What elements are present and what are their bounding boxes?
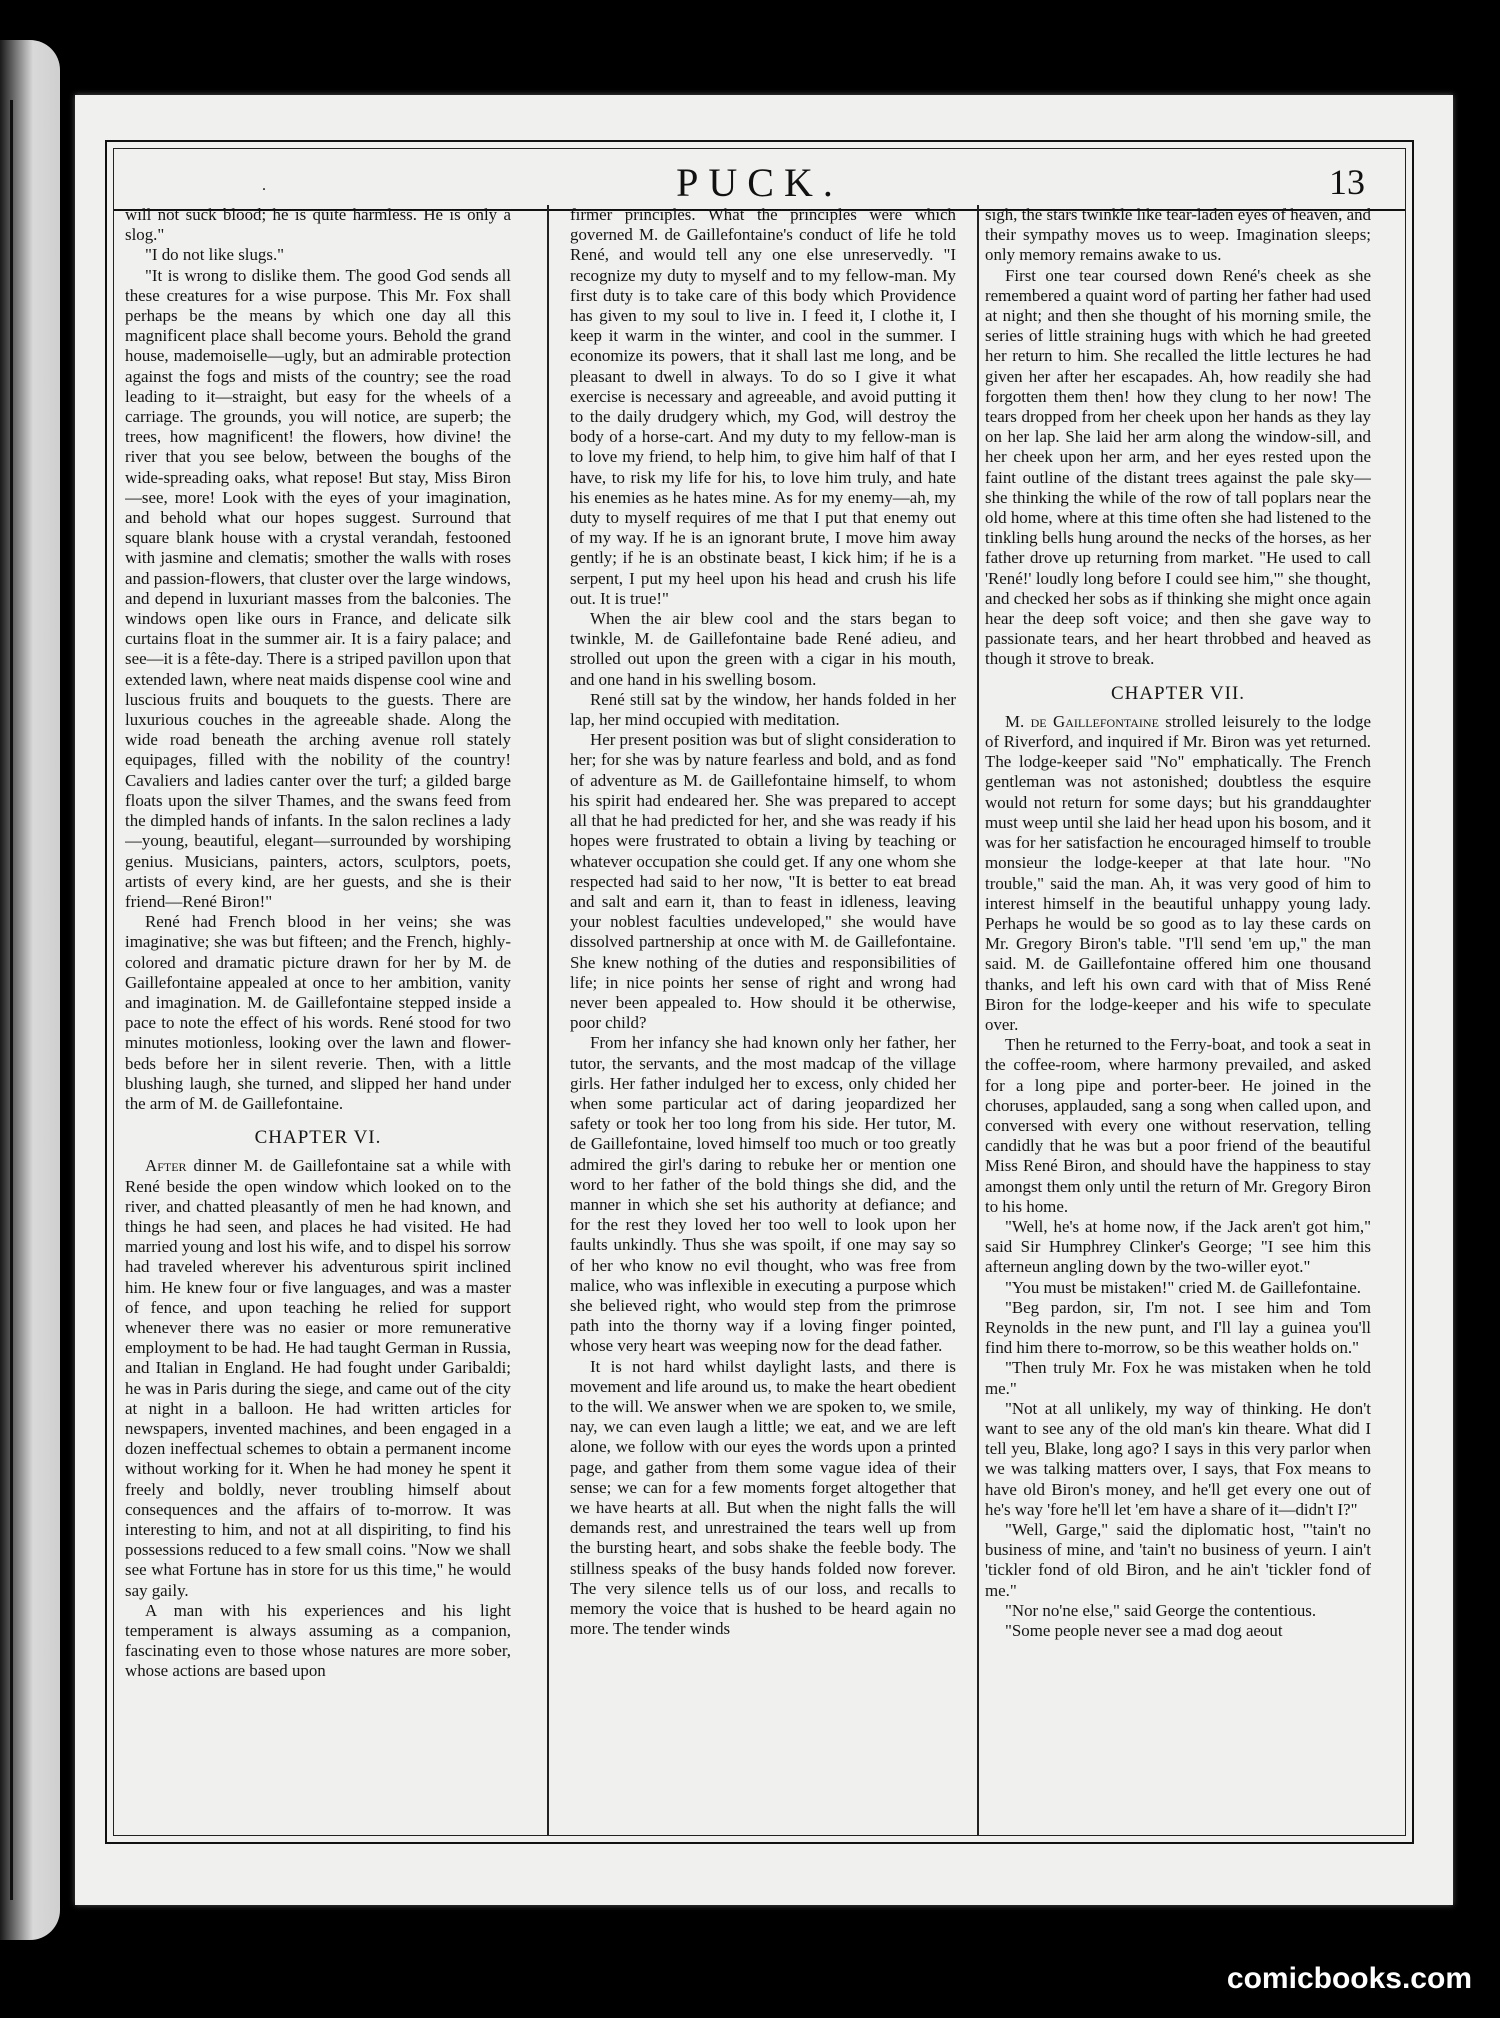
paragraph: René had French blood in her veins; she was imaginative; she was but fifteen; and the French, highly-colored and dramatic picture drawn for her by M. de Gaillefontaine appealed at once to her ambition, vanity and imagination. M. de Gaillefontaine stepped inside a pace to note the effect of his words. René stood for two minutes motionless, looking over the lawn and flower-beds before her in silent reverie. Then, with a little blushing laugh, she turned, and slipped her hand under the arm of M. de Gaillefontaine. bbox=[125, 912, 511, 1113]
paragraph: "Well, Garge," said the diplomatic host, "'tain't no business of mine, and 'tain't no business of yeurn. I ain't 'tickler fond of old Biron, and he ain't 'tickler fond of me." bbox=[985, 1520, 1371, 1600]
column-3 bbox=[985, 205, 1371, 1875]
paragraph: When the air blew cool and the stars began to twinkle, M. de Gaillefontaine bade René adieu, and strolled out upon the green with a cigar in his mouth, and one hand in his swelling bosom. bbox=[570, 609, 956, 689]
masthead-dot: . bbox=[262, 177, 266, 194]
lead-word: M. de Gaillefontaine bbox=[1005, 711, 1159, 731]
paragraph: Her present position was but of slight consideration to her; for she was by nature fearless and bold, and as fond of adventure as M. de Gaillefontaine himself, to whom his spirit had endeared her. She was prepared to accept all that he had predicted for her, and she was ready if his hopes were frustrated to obtain a living by teaching or whatever occupation she could get. If any one whom she respected had said to her now, "It is better to eat bread and salt and earn it, than to feast in idleness, leaving your noblest faculties undeveloped," she would have dissolved partnership at once with M. de Gaillefontaine. She knew nothing of the duties and responsibilities of life; in nice points her sense of right and wrong had never been appealed to. How should it be otherwise, poor child? bbox=[570, 730, 956, 1033]
paragraph: "Well, he's at home now, if the Jack aren't got him," said Sir Humphrey Clinker's George; "I see him this afterneun angling down by the two-willer eyot." bbox=[985, 1216, 1371, 1277]
paragraph: sigh, the stars twinkle like tear-laden eyes of heaven, and their sympathy moves us to weep. Imagination sleeps; only memory remains awake to us. bbox=[985, 205, 1371, 265]
column-1 bbox=[125, 205, 511, 1875]
paragraph: From her infancy she had known only her father, her tutor, the servants, and the most madcap of the village girls. Her father indulged her to excess, only chided her when some particular act of daring jeopardized her safety or took her too long from his side. Her tutor, M. de Gaillefontaine, loved himself too much or too greatly admired the girl's daring to rebuke her or mention one word to her father of the bold things she did, and the manner in which she set his authority at defiance; and for the rest they loved her too well to look upon her faults unkindly. Thus she was spoilt, if one may say so of her who know no evil thought, who was free from malice, who was inflexible in executing a purpose which she believed right, who would step from the primrose path into the thorny way if a loving finger pointed, whose very heart was weeping now for the dead father. bbox=[570, 1033, 956, 1356]
paragraph: It is not hard whilst daylight lasts, and there is movement and life around us, to make the heart obedient to the will. We answer when we are spoken to, we smile, nay, we can even laugh a little; we eat, and we are left alone, we follow with our eyes the words upon a printed page, and gather from them some vague idea of their sense; we can for a few moments forget altogether that we have hearts at all. But when the night falls the will demands rest, and unrestrained the tears well up from the bursting heart, and sobs shake the feeble body. The stillness speaks of the busy hands folded now forever. The very silence tells us of our loss, and recalls to memory the voice that is hushed to be heard again no more. The tender winds bbox=[570, 1356, 956, 1639]
paragraph: A man with his experiences and his light temperament is always assuming as a companion, fascinating even to those whose natures are more sober, whose actions are based upon bbox=[125, 1600, 511, 1681]
page-number: 13 bbox=[1329, 162, 1365, 202]
magazine-page bbox=[75, 95, 1453, 1905]
paragraph: "Nor no'ne else," said George the contentious. bbox=[1005, 1600, 1317, 1620]
text-columns bbox=[115, 205, 1405, 1875]
paragraph: "I do not like slugs." bbox=[145, 245, 285, 265]
paragraph: M. de Gaillefontaine strolled leisurely to the lodge of Riverford, and inquired if Mr. Biron was yet returned. The lodge-keeper said "No" emphatically. The French gentleman was not astonished; doubtless the esquire would not return for some days; but his granddaughter must weep until she laid her head upon his bosom, and it was for her satisfaction he encouraged himself to trouble monsieur the lodge-keeper at that late hour. "No trouble," said the man. Ah, it was very good of him to interest himself in the beautiful unhappy young lady. Perhaps he would be so good as to lay these cards on Mr. Gregory Biron's table. "I'll send 'em up," the man said. M. de Gaillefontaine offered him one thousand thanks, and left his own card with that of Miss René Biron for the lodge-keeper and his wife to speculate over. bbox=[985, 711, 1371, 1034]
masthead-title: PUCK. bbox=[676, 160, 843, 205]
paragraph: First one tear coursed down René's cheek as she remembered a quaint word of parting her father had used at night; and then she thought of his morning smile, the series of little straining hugs with which he had greeted her return to him. She recalled the little lectures he had given her after her escapades. Ah, how readily she had forgotten them then! how they clung to her now! The tears dropped from her cheek upon her hands as they lay on her lap. She laid her arm along the window-sill, and her cheek upon her arm, and her eyes rested upon the faint outline of the distant trees against the pale sky—she thinking the while of the row of tall poplars near the old home, where at this time often she had listened to the tinkling bells hung around the necks of the horses, as her father drove up returning from market. "He used to call 'René!' loudly long before I could see him,'" she thought, and checked her sobs as if thinking she might once again hear the deep soft voice; and then she gave way to passionate tears, and her heart throbbed and heaved as though it strove to break. bbox=[985, 265, 1371, 669]
chapter-heading: CHAPTER VI. bbox=[254, 1127, 382, 1149]
paragraph: firmer principles. What the principles were which governed M. de Gaillefontaine's conduct of life he told René, and would tell any one else unreservedly. "I recognize my duty to myself and to my fellow-man. My first duty is to take care of this body which Providence has given to my soul to live in. I feed it, I clothe it, I keep it warm in the winter, and cool in the summer. I economize its powers, that it shall last me long, and be pleasant to dwell in always. To do so I give it what exercise is necessary and agreeable, and avoid putting it to the daily drudgery which, my God, will destroy the body of a horse-cart. And my duty to my fellow-man is to love my friend, to help him, to give him half of that I have, to risk my life for his, to love him truly, and hate his enemies as he hates mine. As for my enemy—ah, my duty to myself requires of me that I put that enemy out of my way. If he is an ignorant brute, I move him away gently; if he is an obstinate beast, I kick him; if he is a serpent, I put my heel upon his head and crush his life out. It is true!" bbox=[570, 205, 956, 608]
previous-page-rule bbox=[10, 100, 13, 1900]
previous-page-edge bbox=[0, 40, 60, 1940]
paragraph: "Then truly Mr. Fox he was mistaken when he told me." bbox=[985, 1358, 1371, 1398]
paragraph: "You must be mistaken!" cried M. de Gaillefontaine. bbox=[1005, 1277, 1361, 1297]
paragraph: "Some people never see a mad dog aeout bbox=[1005, 1621, 1283, 1641]
watermark: comicbooks.com bbox=[1226, 1962, 1472, 1995]
paragraph: René still sat by the window, her hands folded in her lap, her mind occupied with meditation. bbox=[570, 689, 956, 730]
paragraph: Then he returned to the Ferry-boat, and took a seat in the coffee-room, where harmony prevailed, and asked for a long pipe and porter-beer. He joined in the choruses, applauded, sang a song when called upon, and conversed with every one without reservation, telling candidly that he was but a poor friend of the beautiful Miss René Biron, and should have the happiness to stay amongst them only until the return of Mr. Gregory Biron to his home. bbox=[985, 1035, 1371, 1216]
paragraph: After dinner M. de Gaillefontaine sat a while with René beside the open window which looked on to the river, and chatted pleasantly of men he had known, and things he had seen, and places he had visited. He had married young and lost his wife, and to dispel his sorrow had traveled wherever his adventurous spirit inclined him. He knew four or five languages, and was a master of fence, and upon teaching he relied for support whenever there was no easier or more remunerative employment to be had. He had taught German in Russia, and Italian in England. He had fought under Garibaldi; he was in Paris during the siege, and came out of the city at night in a balloon. He had written articles for newspapers, invented machines, and been engaged in a dozen ineffectual schemes to obtain a permanent income without working for it. When he had money he spent it freely and boldly, never troubling himself about consequences and the affairs of to-morrow. It was interesting to him, and not at all dispiriting, to find his possessions reduced to a few small coins. "Now we shall see what Fortune has in store for us this time," he would say gaily. bbox=[125, 1156, 511, 1600]
masthead bbox=[114, 157, 1405, 211]
paragraph: "Beg pardon, sir, I'm not. I see him and Tom Reynolds in the new punt, and I'll lay a guinea you'll find him there to-morrow, so be this weather holds on." bbox=[985, 1297, 1371, 1358]
chapter-heading: CHAPTER VII. bbox=[1110, 682, 1246, 704]
paragraph: "Not at all unlikely, my way of thinking. He don't want to see any of the old man's kin theare. What did I tell yeu, Blake, long ago? I says in this very parlor when we was talking matters over, I says, that Fox means to have old Biron's money, and he'll get every one out of he's way 'fore he'll let 'em have a share of it—didn't I?" bbox=[985, 1398, 1371, 1519]
lead-word: After bbox=[145, 1156, 187, 1176]
column-2 bbox=[570, 205, 956, 1875]
paragraph: will not suck blood; he is quite harmless. He is only a slog." bbox=[125, 205, 511, 245]
paragraph: "It is wrong to dislike them. The good God sends all these creatures for a wise purpose. This Mr. Fox shall perhaps be the means by which one day all this magnificent place shall become yours. Behold the grand house, mademoiselle—ugly, but an admirable protection against the fogs and mists of the country; see the road leading to it—straight, but easy for the wheels of a carriage. The grounds, you will notice, are superb; the trees, how magnificent! the flowers, how divine! the river that you see below, between the boughs of the wide-spreading oaks, what repose! But stay, Miss Biron—see, more! Look with the eyes of your imagination, and behold what our hopes suggest. Surround that square blank house with a crystal verandah, festooned with jasmine and clematis; smother the walls with roses and passion-flowers, that cluster over the large windows, and depend in luxuriant masses from the balconies. The windows open like ours in France, and delicate silk curtains float in the summer air. It is a fairy palace; and see—it is a fête-day. There is a striped pavillon upon that extended lawn, where neat maids dispense cool wine and luscious fruits and bouquets to the guests. There are luxurious couches in the agreeable shade. Along the wide road beneath the arching avenue roll stately equipages, filled with the nobility of the country! Cavaliers and ladies canter over the turf; a gilded barge floats upon the silver Thames, and the swans feed from the dimpled hands of infants. In the salon reclines a lady—young, beautiful, elegant—surrounded by worshiping genius. Musicians, painters, actors, sculptors, poets, artists of every kind, are her guests, and she is their friend—René Biron!" bbox=[125, 265, 511, 911]
